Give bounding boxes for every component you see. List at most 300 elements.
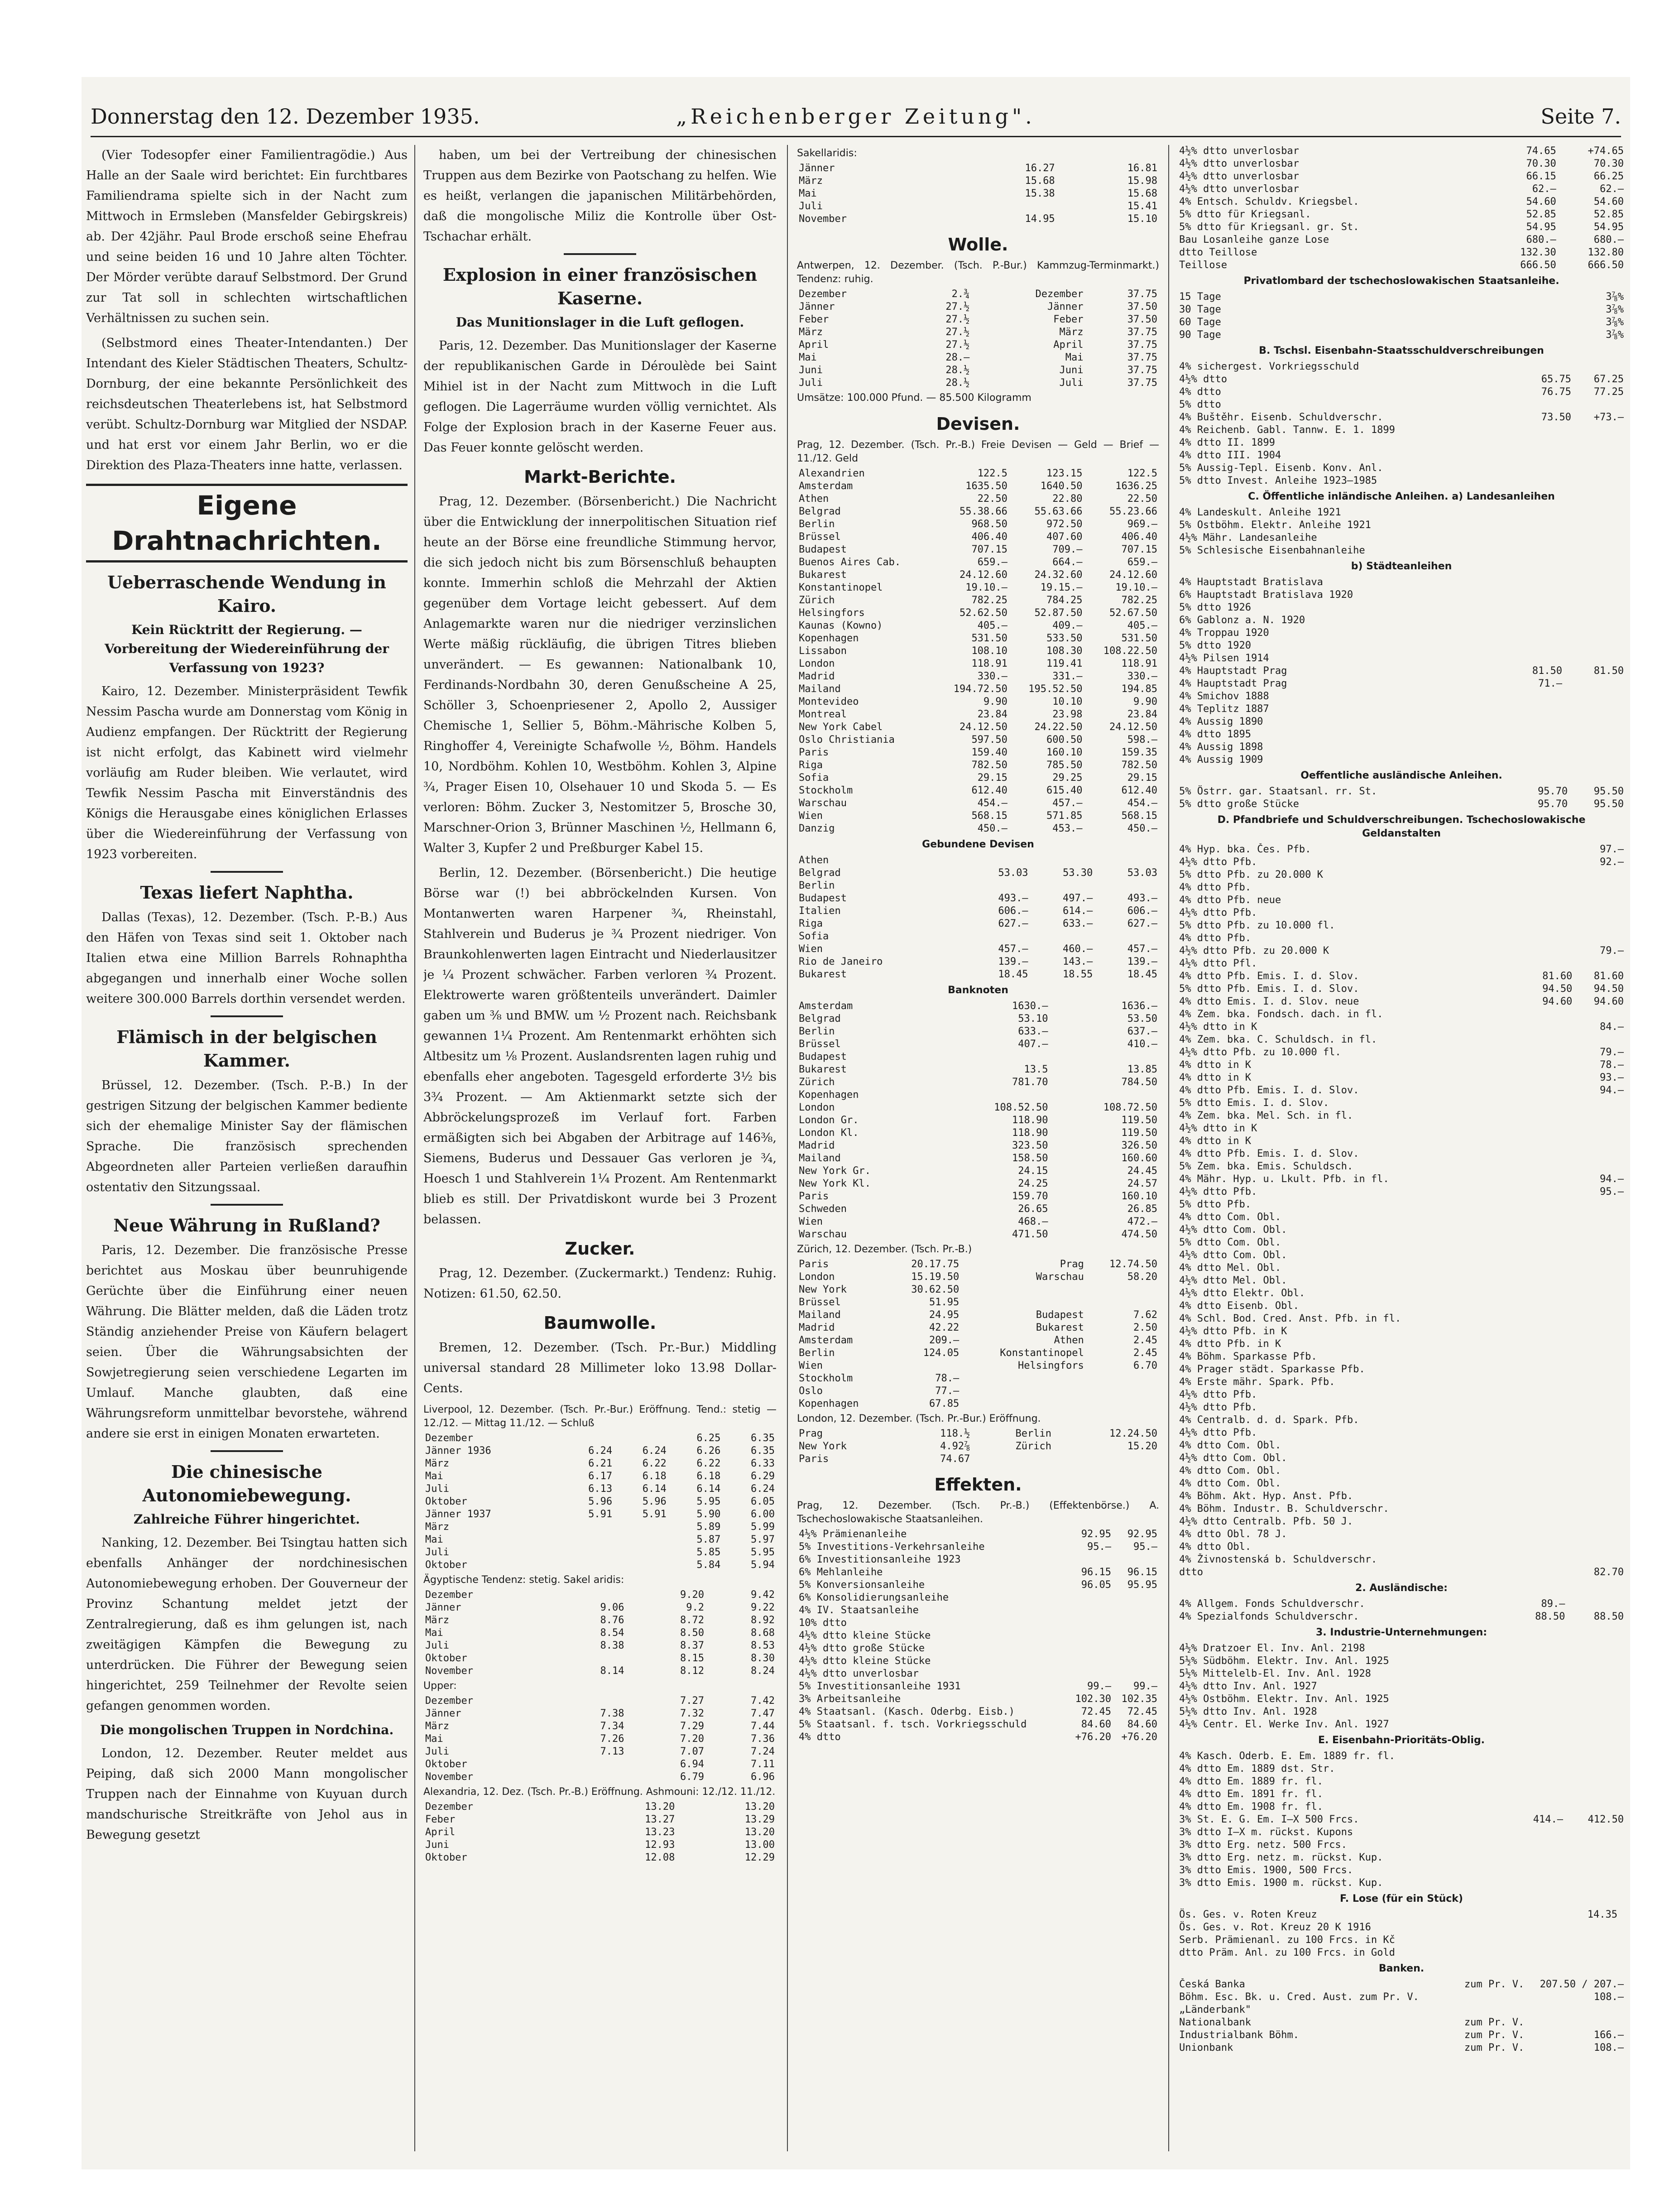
table-footer: Umsätze: 100.000 Pfund. — 85.500 Kilogramm [797, 392, 1032, 404]
row-label: Jänner 1936 [425, 1445, 491, 1457]
row-value [1502, 703, 1564, 716]
separator-ornament [564, 253, 636, 255]
row-value: 8.53 [751, 1640, 775, 1651]
row-value: 633.— [1018, 1026, 1048, 1037]
row-value: 7.11 [751, 1759, 775, 1770]
row-label: London Kl. [799, 1127, 859, 1139]
table-row [1177, 1452, 1626, 1465]
row-label: Alexandrien [799, 468, 865, 479]
row-value [888, 1360, 961, 1372]
row-value [1523, 1262, 1574, 1274]
table-row [1177, 1173, 1626, 1186]
table-row [797, 364, 1159, 377]
row-value [1574, 1110, 1626, 1122]
row-value: 82.70 [1593, 1567, 1624, 1578]
row-value [1523, 1173, 1574, 1186]
row-value: 22.50 [1127, 493, 1157, 505]
row-value [1523, 1160, 1574, 1173]
section-title: Wolle. [948, 235, 1008, 255]
foreign-funds-table [1177, 1598, 1626, 1623]
row-value: 94.60 [1542, 996, 1573, 1007]
table-row [1177, 1034, 1626, 1046]
row-value [1454, 1991, 1526, 2004]
row-value [1565, 1801, 1626, 1813]
table-row [423, 1665, 777, 1678]
row-value [1466, 329, 1489, 341]
row-value: 92.95 [1127, 1529, 1157, 1540]
table-row [797, 620, 1159, 632]
table-row [1177, 145, 1626, 158]
row-value: 568.15 [971, 810, 1008, 822]
row-value: 81.60 [1542, 971, 1573, 982]
row-value: 612.40 [971, 785, 1008, 796]
table-row [1177, 170, 1626, 183]
row-label: Dezember [425, 1695, 473, 1707]
gebundene-devisen-table [797, 854, 1159, 981]
row-value: 15.19.50 [911, 1271, 960, 1283]
table-row [797, 1165, 1159, 1178]
row-label: Wien [799, 1216, 823, 1227]
row-value [1521, 361, 1573, 373]
row-label: 15 Tage [1179, 291, 1221, 303]
row-label: 4½% dtto Pfb. zu 20.000 K [1179, 945, 1329, 957]
table-row [1177, 462, 1626, 475]
row-value: 633.— [1063, 918, 1093, 929]
row-label: 6% Investitionsanleihe 1923 [799, 1554, 961, 1565]
table-row [423, 1720, 777, 1733]
row-value [1619, 1934, 1626, 1947]
row-value [940, 1051, 1050, 1063]
table-row [1177, 519, 1626, 532]
row-value [1523, 1211, 1574, 1224]
row-value [1521, 462, 1573, 475]
row-label: 5% dtto große Stücke [1179, 798, 1299, 810]
row-value: 81.50 [1593, 665, 1624, 677]
row-value [556, 1695, 626, 1707]
row-value [1573, 437, 1626, 449]
table-row [797, 854, 1159, 867]
row-label: Brüssel [799, 1039, 841, 1050]
row-value: 195.52.50 [1028, 683, 1083, 695]
row-value [1565, 1750, 1626, 1763]
row-value [1523, 856, 1574, 869]
row-value [1574, 894, 1626, 907]
row-label: Böhm. Esc. Bk. u. Cred. Aust. zum Pr. V. [1179, 1991, 1419, 2003]
row-label: 4% Živnostenská b. Schuldverschr. [1179, 1554, 1377, 1565]
table-row [423, 1652, 777, 1665]
row-value: +76.20 [1075, 1731, 1111, 1743]
table-row [797, 930, 1159, 943]
row-value: 15.68 [1127, 188, 1157, 199]
row-value: 7.44 [751, 1721, 775, 1732]
row-label: 4% dtto Pfb. Emis. I. d. Slov. [1179, 971, 1359, 982]
table-row [1177, 424, 1626, 437]
article-paragraph: Nanking, 12. Dezember. Bei Tsingtau hatten sich ebenfalls Anhänger der nordchinesischen Autonomiebewegung erhoben. Der Gouverneur der Provinz Schantung meldet jetzt der Zentralregierung, daß es ihm gelungen ist, nach zweitägigen Kämpfen die Bewegung zu unterdrücken. Die Führer der Bewegung seien hingerichtet, 259 Teilnehmer der Revolte seien gefangen genommen worden. [86, 1536, 408, 1713]
article-paragraph: Prag, 12. Dezember. (Zuckermarkt.) Tendenz: Ruhig. Notizen: 61.50, 62.50. [423, 1266, 777, 1301]
table-row [1177, 1249, 1626, 1262]
table-row [1177, 196, 1626, 208]
table-row [797, 822, 1159, 835]
row-label: Konstantinopel [799, 582, 883, 593]
row-value: 627.— [998, 918, 1028, 929]
sakel-table [797, 162, 1159, 226]
row-value: 15.38 [1025, 188, 1055, 199]
row-value: Dezember [1035, 289, 1084, 300]
table-caption: London, 12. Dezember. (Tsch. Pr.-Bur.) Eröffnung. [797, 1413, 1041, 1424]
row-label: 4% Hauptstadt Prag [1179, 678, 1287, 689]
row-label: März [425, 1615, 449, 1626]
article-subheadline: Zahlreiche Führer hingerichtet. [134, 1512, 360, 1527]
row-label: 4% dtto Eisenb. Obl. [1179, 1300, 1299, 1312]
upper-table [423, 1695, 777, 1784]
row-label: Bukarest [799, 1064, 847, 1075]
row-label: Riga [799, 760, 823, 771]
table-row [1177, 2042, 1626, 2054]
table-row [1177, 183, 1626, 196]
row-value [614, 1432, 668, 1445]
row-value: 409.— [1052, 620, 1083, 631]
table-row [1177, 1566, 1626, 1579]
row-value [1564, 716, 1626, 728]
row-value: 62.— [1532, 183, 1556, 195]
row-value [626, 1771, 635, 1784]
table-row [797, 518, 1159, 531]
row-label: Athen [799, 493, 829, 505]
row-value [1574, 1427, 1626, 1439]
mortgage-bonds-table [1177, 843, 1626, 1579]
row-value [1466, 303, 1489, 316]
row-value [1523, 1300, 1574, 1313]
row-value [1610, 506, 1618, 519]
table-row [1177, 1274, 1626, 1287]
row-label: November [425, 1665, 473, 1677]
row-label: dtto [1179, 1567, 1203, 1578]
row-value: 471.50 [1012, 1229, 1048, 1240]
row-label: Berlin [799, 1347, 835, 1359]
row-label: New York Kl. [799, 1178, 871, 1189]
row-value [1565, 1788, 1626, 1801]
row-label: Mai [799, 352, 817, 363]
table-row [1177, 1414, 1626, 1427]
row-value [1513, 1775, 1565, 1788]
row-value: 52.87.50 [1034, 607, 1083, 619]
row-value: 3⅞% [1606, 291, 1624, 303]
row-label: Brüssel [799, 1297, 841, 1308]
row-value [614, 1534, 668, 1546]
table-row [1177, 640, 1626, 652]
table-row [1177, 1921, 1626, 1934]
row-label: 10% dtto [799, 1617, 847, 1629]
row-value [1574, 1376, 1626, 1389]
row-value: 6.05 [751, 1496, 775, 1507]
table-row [797, 1228, 1159, 1241]
row-label: New York Gr. [799, 1165, 871, 1177]
row-value: 407.60 [1046, 531, 1083, 543]
row-value: 6.35 [751, 1445, 775, 1457]
row-label: 4% dtto Pfb. [1179, 882, 1251, 893]
table-row [1177, 1680, 1626, 1693]
row-label: London [799, 1271, 835, 1283]
column-4 [1177, 145, 1626, 2151]
row-value: 6.18 [642, 1471, 667, 1482]
row-label: Belgrad [799, 867, 841, 879]
row-label: 4% Staatsanl. (Kasch. Oderbg. Eisb.) [799, 1706, 1015, 1717]
row-label: Riga [799, 918, 823, 929]
row-value: zum Pr. V. [1464, 1979, 1525, 1990]
london-table [797, 1428, 1159, 1466]
row-value [1067, 1668, 1113, 1680]
row-value: 74.65 [1526, 145, 1556, 157]
row-value: 6.94 [680, 1759, 704, 1770]
row-label: Lissabon [799, 645, 847, 657]
row-value [626, 1758, 635, 1771]
land-bonds-table [1177, 506, 1626, 557]
row-label: 4% dtto in K [1179, 1059, 1251, 1071]
row-value: 7.34 [600, 1721, 624, 1732]
row-value: 453.— [1052, 823, 1083, 834]
row-label: Athen [799, 855, 829, 866]
row-value: 7.26 [600, 1733, 624, 1745]
row-value: 414.— [1533, 1814, 1564, 1825]
row-value [1574, 1351, 1626, 1363]
table-row [797, 1309, 1159, 1322]
row-value [560, 1534, 614, 1546]
table-caption: C. Öffentliche inländische Anleihen. a) Landesanleihen [1248, 491, 1555, 502]
row-value [1574, 1008, 1626, 1021]
row-value: 95.50 [1593, 798, 1624, 810]
row-value [1574, 932, 1626, 945]
row-value: 13.5 [1024, 1064, 1048, 1075]
table-row [797, 188, 1159, 200]
row-value: 5.95 [696, 1496, 721, 1507]
row-value: 659.— [1127, 557, 1157, 568]
table-row [1177, 303, 1626, 316]
row-label: Paris [799, 1191, 829, 1202]
row-value: 6.33 [751, 1458, 775, 1469]
row-label: 4% Hauptstadt Bratislava [1179, 577, 1323, 588]
row-value: 8.24 [751, 1665, 775, 1677]
article-headline: Ueberraschende Wendung in Kairo. [107, 572, 386, 616]
railway-priority-table [1177, 1750, 1626, 1890]
table-row [797, 1051, 1159, 1063]
row-value: 454.— [977, 798, 1008, 809]
row-value: 782.25 [971, 595, 1008, 606]
row-value: 784.25 [1046, 595, 1083, 606]
table-row [1177, 1059, 1626, 1072]
row-value [614, 1521, 668, 1534]
table-row [1177, 361, 1626, 373]
row-value [1086, 1385, 1159, 1398]
table-row [797, 351, 1159, 364]
row-value: 52.85 [1593, 209, 1624, 220]
row-value: 95.95 [1127, 1579, 1157, 1591]
row-value [1610, 544, 1618, 557]
article-subheadline: Kein Rücktritt der Regierung. — Vorbereitung der Wiedereinführung der Verfassung von 1923? [104, 622, 389, 675]
row-value [1523, 932, 1574, 945]
row-value [1067, 1617, 1113, 1630]
table-row [1177, 1363, 1626, 1376]
row-label: 4% dtto Em. 1891 fr. fl. [1179, 1789, 1323, 1800]
row-label: Jänner [425, 1708, 461, 1719]
row-label: Bukarest [799, 569, 847, 581]
table-row [797, 162, 1159, 175]
row-label: 4% Böhm. Industr. B. Schuldverschr. [1179, 1503, 1389, 1515]
row-value: 79.— [1600, 945, 1624, 957]
row-value [1050, 1089, 1159, 1101]
row-value: 102.30 [1075, 1693, 1111, 1705]
row-value: 8.37 [680, 1640, 704, 1651]
row-value: 8.76 [600, 1615, 624, 1626]
row-value: 474.50 [1121, 1229, 1157, 1240]
table-row [1177, 1021, 1626, 1034]
row-value [626, 1720, 635, 1733]
table-caption: Oeffentliche ausländische Anleihen. [1300, 770, 1502, 781]
row-value: 6.26 [696, 1445, 721, 1457]
row-label: Madrid [799, 1140, 835, 1151]
table-row [1177, 1135, 1626, 1148]
row-label: 5% dtto für Kriegsanl. gr. St. [1179, 221, 1359, 233]
row-label: 4½% dtto Mel. Obl. [1179, 1275, 1287, 1286]
row-value [940, 1089, 1050, 1101]
section-title: Eigene Drahtnachrichten. [86, 484, 408, 563]
row-value: 94.— [1600, 1173, 1624, 1185]
row-value [1564, 640, 1626, 652]
row-value: 493.— [1127, 893, 1157, 904]
row-value [1523, 1008, 1574, 1021]
row-value: Feber [1053, 314, 1084, 325]
row-label: Juli [425, 1547, 449, 1558]
row-value [1574, 1135, 1626, 1148]
row-label: Oktober [425, 1496, 467, 1507]
row-value [1564, 652, 1626, 665]
row-value [1526, 2016, 1626, 2029]
row-value [1094, 880, 1159, 892]
table-row [1177, 2029, 1626, 2042]
row-label: Schweden [799, 1203, 847, 1215]
table-row [797, 1127, 1159, 1140]
row-value: 54.60 [1593, 196, 1624, 207]
row-value: 6.35 [751, 1433, 775, 1444]
table-row [797, 1178, 1159, 1190]
article-subheadline: Das Munitionslager in die Luft geflogen. [456, 315, 744, 330]
row-value: Mai [1065, 352, 1084, 363]
row-value: 132.80 [1588, 247, 1624, 258]
row-value: 54.60 [1526, 196, 1556, 207]
row-value [1523, 1059, 1574, 1072]
row-label: 90 Tage [1179, 329, 1221, 341]
row-label: 4½% dtto große Stücke [799, 1643, 925, 1654]
table-row [797, 810, 1159, 822]
table-row [1177, 716, 1626, 728]
row-label: 4% Mähr. Hyp. u. Lkult. Pfb. in fl. [1179, 1173, 1389, 1185]
row-value: 7.32 [680, 1708, 704, 1719]
table-row [1177, 1775, 1626, 1788]
row-value: 81.60 [1593, 971, 1624, 982]
table-row [797, 1731, 1159, 1744]
table-row [423, 1813, 777, 1826]
row-value [1574, 1503, 1626, 1515]
row-value [1617, 506, 1626, 519]
row-value [1573, 449, 1626, 462]
row-value: zum Pr. V. [1464, 2042, 1525, 2053]
row-label: 4½% dtto Com. Obl. [1179, 1224, 1287, 1236]
row-value: 23.84 [1127, 709, 1157, 720]
row-label: Helsingfors [799, 607, 865, 619]
row-value: 30.62.50 [911, 1284, 960, 1295]
row-label: April [425, 1827, 456, 1838]
row-value: 118.90 [1012, 1127, 1048, 1139]
table-row [1177, 1503, 1626, 1515]
row-value: 12.24.50 [1109, 1428, 1157, 1439]
row-value: 122.5 [977, 468, 1008, 479]
row-value [1564, 728, 1626, 741]
table-row [1177, 798, 1626, 811]
row-value: 410.— [1127, 1039, 1157, 1050]
table-row [1177, 754, 1626, 766]
row-value [1466, 291, 1489, 303]
row-value [1618, 1642, 1626, 1655]
table-row [797, 1296, 1159, 1309]
row-value [1574, 1553, 1626, 1566]
row-value [1573, 475, 1626, 487]
row-value: 24.12.60 [1109, 569, 1157, 581]
row-value: 568.15 [1121, 810, 1157, 822]
row-label: Belgrad [799, 506, 841, 517]
table-row [1177, 1300, 1626, 1313]
row-label: 30 Tage [1179, 304, 1221, 315]
row-label: 4% dtto III. 1904 [1179, 450, 1281, 461]
row-value [626, 1601, 635, 1614]
row-value [961, 1296, 1085, 1309]
table-row [423, 1746, 777, 1758]
row-value: 5.91 [588, 1509, 613, 1520]
table-row [1177, 1262, 1626, 1274]
row-value: 412.50 [1588, 1814, 1624, 1825]
row-value [626, 1640, 635, 1652]
table-row [797, 968, 1159, 981]
row-value: Jänner [1047, 301, 1084, 313]
table-row [797, 339, 1159, 351]
row-value: 58.20 [1127, 1271, 1157, 1283]
row-value [1513, 1864, 1565, 1877]
table-row [1177, 2016, 1626, 2029]
row-value: 5.85 [696, 1547, 721, 1558]
row-value: 12.08 [645, 1852, 675, 1863]
row-value: 659.— [977, 557, 1008, 568]
row-value [1086, 1372, 1159, 1385]
row-label: Juni [425, 1839, 449, 1851]
table-row [1177, 1788, 1626, 1801]
row-value [1113, 1592, 1159, 1604]
row-label: 4½% dtto Com. Obl. [1179, 1452, 1287, 1464]
row-value: 19.10.— [1115, 582, 1157, 593]
row-label: 5% dtto Com. Obl. [1179, 1237, 1281, 1248]
row-label: Nationalbank [1179, 2017, 1251, 2028]
row-value [626, 1695, 635, 1707]
row-value [1502, 601, 1564, 614]
row-value [1523, 1186, 1574, 1198]
row-label: 5% Zem. bka. Emis. Schuldsch. [1179, 1161, 1353, 1172]
table-caption: Banken. [1378, 1963, 1425, 1974]
row-label: Oktober [425, 1653, 467, 1664]
row-value: Budapest [1036, 1309, 1084, 1321]
row-label: Berlin [799, 519, 835, 530]
row-label: Ös. Ges. v. Roten Kreuz [1179, 1909, 1317, 1920]
row-value: 123.15 [1046, 468, 1083, 479]
row-value [1523, 1490, 1574, 1503]
row-value: 6.22 [696, 1458, 721, 1469]
row-value: 37.75 [1127, 327, 1157, 338]
